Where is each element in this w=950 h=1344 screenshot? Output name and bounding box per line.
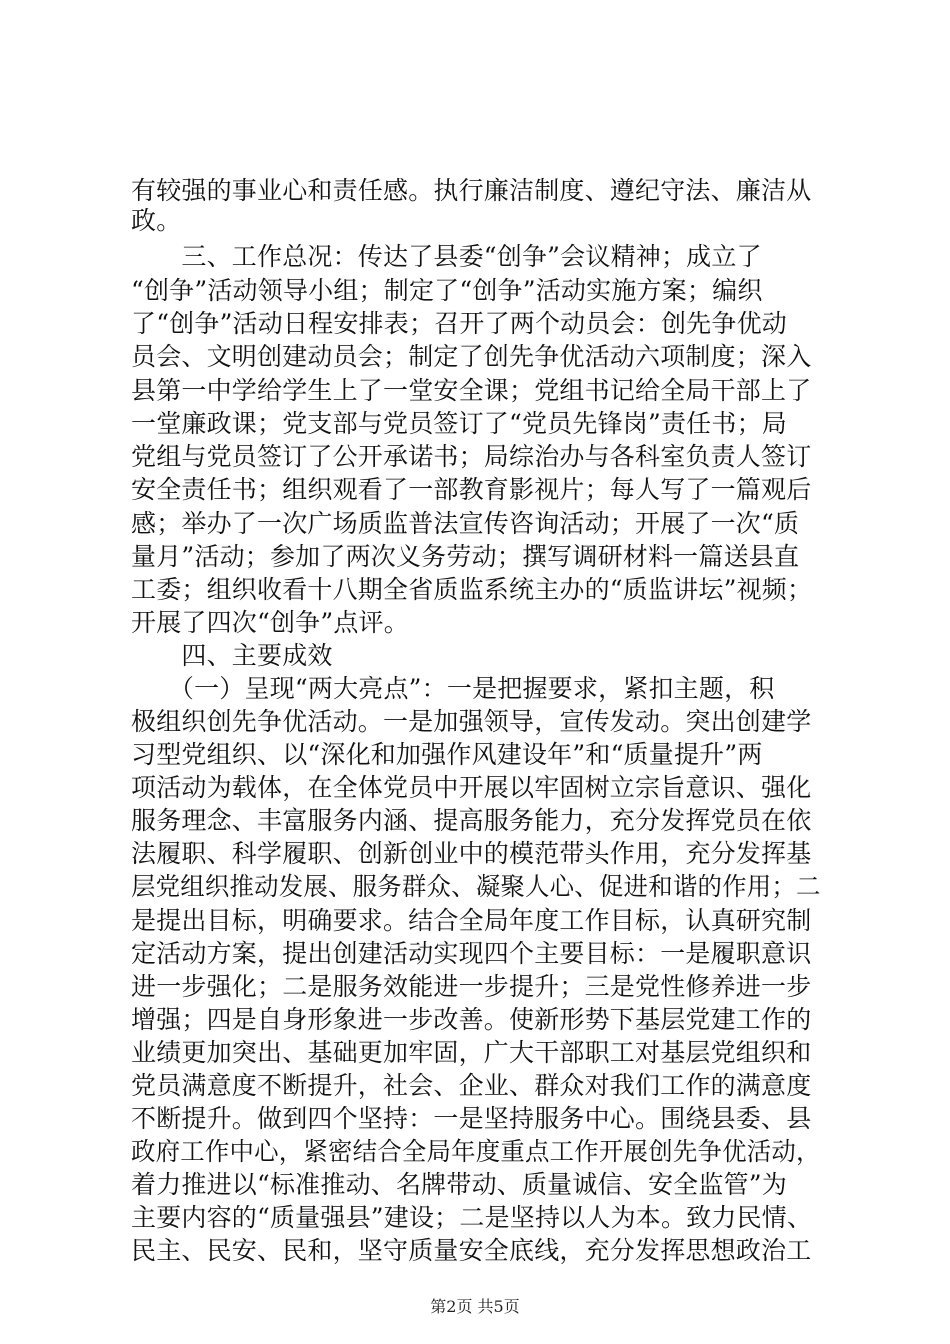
text-line: 是提出目标，明确要求。结合全局年度工作目标，认真研究制 [131, 906, 812, 935]
text-line: 主要内容的“质量强县”建设；二是坚持以人为本。致力民情、 [131, 1203, 813, 1232]
text-line: “创争”活动领导小组；制定了“创争”活动实施方案；编织 [131, 276, 763, 305]
text-line: 员会、文明创建动员会；制定了创先争优活动六项制度；深入 [131, 342, 812, 371]
text-line: 不断提升。做到四个坚持：一是坚持服务中心。围绕县委、县 [131, 1104, 812, 1133]
text-line: 党员满意度不断提升，社会、企业、群众对我们工作的满意度 [131, 1071, 812, 1100]
section-heading: 四、主要成效 [131, 641, 333, 670]
text-line: 习型党组织、以“深化和加强作风建设年”和“质量提升”两 [131, 740, 763, 769]
text-line: 工委；组织收看十八期全省质监系统主办的“质监讲坛”视频； [131, 575, 813, 604]
text-line: 法履职、科学履职、创新创业中的模范带头作用，充分发挥基 [131, 839, 812, 868]
text-line: 民主、民安、民和，坚守质量安全底线，充分发挥思想政治工 [131, 1236, 812, 1265]
text-line: 安全责任书；组织观看了一部教育影视片；每人写了一篇观后 [131, 475, 812, 504]
text-line: 县第一中学给学生上了一堂安全课；党组书记给全局干部上了 [131, 376, 812, 405]
text-line: 量月”活动；参加了两次义务劳动；撰写调研材料一篇送县直 [131, 542, 800, 571]
text-line: 进一步强化；二是服务效能进一步提升；三是党性修养进一步 [131, 972, 812, 1001]
page-number: 第2页 共5页 [430, 1297, 520, 1316]
text-line: 了“创争”活动日程安排表；召开了两个动员会：创先争优动 [131, 309, 787, 338]
text-line: 三、工作总况：传达了县委“创争”会议精神；成立了 [131, 242, 762, 271]
text-line: 着力推进以“标准推动、名牌带动、质量诚信、安全监管”为 [131, 1170, 787, 1199]
text-line: 党组与党员签订了公开承诺书；局综治办与各科室负责人签订 [131, 442, 812, 471]
text-line: 极组织创先争优活动。一是加强领导，宣传发动。突出创建学 [131, 707, 812, 736]
text-line: 感；举办了一次广场质监普法宣传咨询活动；开展了一次“质 [131, 509, 800, 538]
text-line: 有较强的事业心和责任感。执行廉洁制度、遵纪守法、廉洁从 [131, 176, 812, 205]
text-line: 开展了四次“创争”点评。 [131, 608, 409, 637]
text-line: 政。 [131, 206, 182, 235]
text-line: 业绩更加突出、基础更加牢固，广大干部职工对基层党组织和 [131, 1038, 812, 1067]
text-line: 项活动为载体，在全体党员中开展以牢固树立宗旨意识、强化 [131, 773, 812, 802]
text-line: 服务理念、丰富服务内涵、提高服务能力，充分发挥党员在依 [131, 806, 812, 835]
text-line: 政府工作中心，紧密结合全局年度重点工作开展创先争优活动， [131, 1137, 821, 1166]
text-line: 层党组织推动发展、服务群众、凝聚人心、促进和谐的作用；二 [131, 872, 821, 901]
text-line: 定活动方案，提出创建活动实现四个主要目标：一是履职意识 [131, 939, 812, 968]
text-line: （一）呈现“两大亮点”：一是把握要求，紧扣主题，积 [131, 674, 775, 703]
text-line: 增强；四是自身形象进一步改善。使新形势下基层党建工作的 [131, 1005, 812, 1034]
text-line: 一堂廉政课；党支部与党员签订了“党员先锋岗”责任书；局 [131, 409, 787, 438]
